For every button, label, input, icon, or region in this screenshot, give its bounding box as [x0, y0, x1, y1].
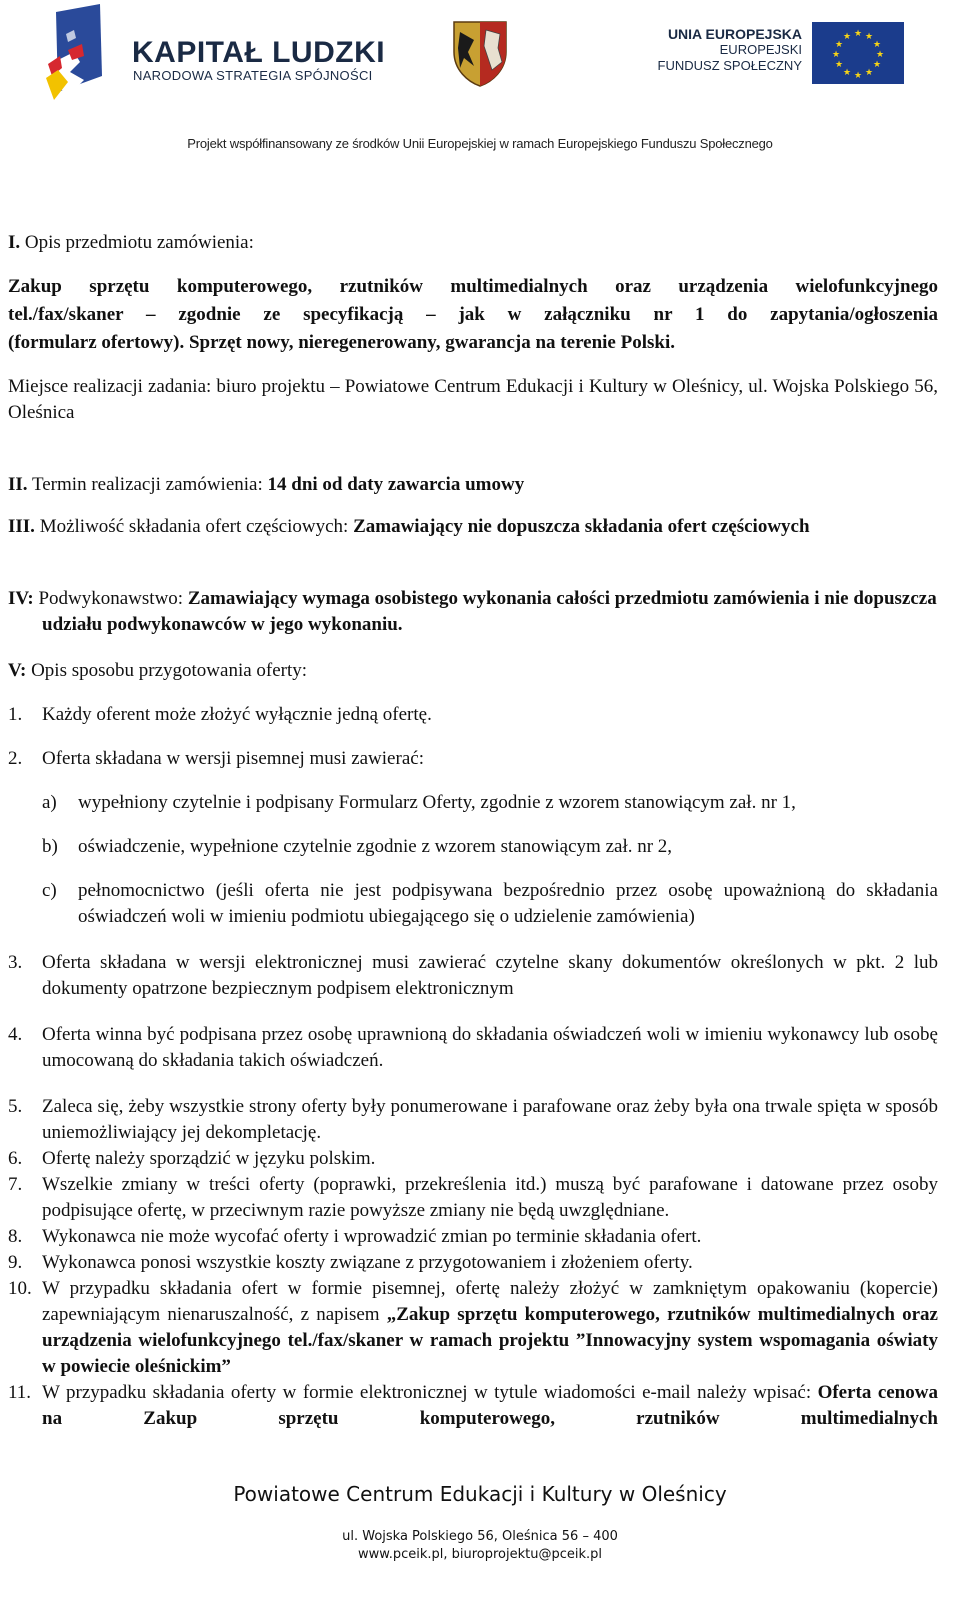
- list-item-text-plain: W przypadku składania oferty w formie elektronicznej w tytule wiadomości e-mail należy wpisać:: [42, 1382, 818, 1403]
- list-item: [8, 1224, 938, 1250]
- kapital-ludzki-subtitle: NARODOWA STRATEGIA SPÓJNOŚCI: [133, 68, 373, 83]
- section-4: [8, 586, 938, 638]
- list-item-text: Oferta winna być podpisana przez osobę uprawnioną do składania oświadczeń woli w imieniu wykonawcy lub osobę umocowaną do składania takich oświadczeń.: [42, 1024, 938, 1071]
- list-item-number: 6.: [8, 1148, 23, 1169]
- list-item-text: [42, 1276, 938, 1380]
- sub-list-text: wypełniony czytelnie i podpisany Formularz Oferty, zgodnie z wzorem stanowiącym zał. nr 1,: [78, 792, 796, 813]
- svg-text:★: ★: [853, 71, 863, 81]
- sub-list-letter: b): [42, 836, 58, 857]
- svg-text:★: ★: [834, 40, 844, 50]
- section-2: [8, 472, 938, 498]
- list-item: [8, 1276, 938, 1380]
- list-item: [8, 1172, 938, 1224]
- cofunding-note: Projekt współfinansowany ze środków Unii Europejskiej w ramach Europejskiego Funduszu Społecznego: [187, 136, 773, 151]
- footer-address-block: [0, 1528, 960, 1564]
- section-2-number: II.: [8, 474, 28, 495]
- section-5: [8, 658, 938, 684]
- section-3-value: Zamawiający nie dopuszcza składania ofert częściowych: [353, 516, 810, 537]
- section-1-line-3: (formularz ofertowy). Sprzęt nowy, nieregenerowany, gwarancja na terenie Polski.: [8, 332, 675, 353]
- list-item-text-bold-1: Oferta cenowa na: [42, 1382, 938, 1429]
- eu-text-block: [640, 26, 802, 74]
- list-item-text: Wykonawca ponosi wszystkie koszty związane z przygotowaniem i złożeniem oferty.: [42, 1252, 693, 1273]
- section-4-label: Podwykonawstwo:: [38, 588, 184, 609]
- list-item-number: 8.: [8, 1226, 23, 1247]
- list-item-text-plain: W przypadku składania ofert w formie pisemnej, ofertę należy złożyć w zamkniętym opakowaniu (kopercie) zapewniającym nienaruszalność, z napisem: [42, 1278, 938, 1325]
- section-2-label: Termin realizacji zamówienia:: [31, 474, 263, 495]
- svg-text:★: ★: [834, 60, 844, 70]
- svg-text:★: ★: [842, 32, 852, 42]
- list-item-text: Zaleca się, żeby wszystkie strony oferty były ponumerowane i parafowane oraz żeby była ona trwale spięta w sposób uniemożliwiający jej dekompletację.: [42, 1096, 938, 1143]
- eu-line-1: UNIA EUROPEJSKA: [667, 26, 802, 42]
- list-item: [8, 702, 938, 728]
- list-item-number: 2.: [8, 748, 23, 769]
- list-item-text: Ofertę należy sporządzić w języku polskim.: [42, 1148, 376, 1169]
- list-item-number: 10.: [8, 1278, 32, 1299]
- list-item-text: Wykonawca nie może wycofać oferty i wprowadzić zmian po terminie składania ofert.: [42, 1226, 702, 1247]
- list-item-number: 1.: [8, 704, 23, 725]
- section-4-number: IV:: [8, 588, 34, 609]
- list-item-number: 11.: [8, 1382, 32, 1403]
- section-5-number: V:: [8, 660, 27, 681]
- kapital-ludzki-logo-icon: [44, 4, 116, 108]
- svg-text:★: ★: [872, 60, 882, 70]
- list-item-text-quoted: „Zakup sprzętu komputerowego, rzutników multimedialnych oraz urządzenia wielofunkcyjnego tel./fax/skaner w ramach projektu ”Innowacyjny system wspomagania oświaty w powiecie oleśnickim”: [42, 1304, 938, 1377]
- county-crest-icon: [450, 18, 510, 88]
- list-item-text: [42, 1380, 938, 1432]
- list-item-text: Oferta składana w wersji elektronicznej musi zawierać czytelne skany dokumentów określonych w pkt. 2 lub dokumenty opatrzone bezpiecznym podpisem elektronicznym: [42, 952, 938, 999]
- kapital-ludzki-title: KAPITAŁ LUDZKI: [132, 36, 386, 69]
- list-item: [8, 1250, 938, 1276]
- list-item: [8, 746, 938, 772]
- list-item-text: Wszelkie zmiany w treści oferty (poprawki, przekreślenia itd.) muszą być parafowane i datowane przez osoby podpisujące ofertę, w przeciwnym razie powyższe zmiany nie będą uwzględniane.: [42, 1174, 938, 1221]
- list-item-text: Oferta składana w wersji pisemnej musi zawierać:: [42, 748, 424, 769]
- svg-text:★: ★: [875, 50, 885, 60]
- section-1-number: I.: [8, 232, 21, 253]
- footer-address: ul. Wojska Polskiego 56, Oleśnica 56 – 400: [342, 1529, 618, 1544]
- section-1-title: Opis przedmiotu zamówienia:: [24, 232, 254, 253]
- sub-list-text: pełnomocnictwo (jeśli oferta nie jest podpisywana bezpośrednio przez osobę upoważnioną do składania oświadczeń woli w imieniu podmiotu ubiegającego się o udzielenie zamówienia): [78, 880, 938, 927]
- sub-list-item: [42, 878, 938, 930]
- section-2-value: 14 dni od daty zawarcia umowy: [267, 474, 525, 495]
- sub-list-letter: c): [42, 880, 57, 901]
- section-4-value: Zamawiający wymaga osobistego wykonania całości przedmiotu zamówienia i nie dopuszcza udziału podwykonawców w jego wykonaniu.: [42, 588, 937, 635]
- list-item-text-bold-2: Zakup sprzętu komputerowego, rzutników multimedialnych: [62, 1408, 938, 1429]
- list-item: [8, 1146, 938, 1172]
- footer-contact: www.pceik.pl, biuroprojektu@pceik.pl: [357, 1547, 603, 1562]
- svg-text:★: ★: [842, 68, 852, 78]
- section-1-line-1: Zakup sprzętu komputerowego, rzutników multimedialnych oraz urządzenia wielofunkcyjnego: [8, 276, 938, 297]
- svg-text:★: ★: [864, 68, 874, 78]
- section-1-heading: [8, 230, 938, 256]
- list-item-number: 3.: [8, 952, 23, 973]
- section-1-place: Miejsce realizacji zadania: biuro projektu – Powiatowe Centrum Edukacji i Kultury w Oleśnicy, ul. Wojska Polskiego 56, Oleśnica: [8, 376, 938, 423]
- section-1-line-2: tel./fax/skaner – zgodnie ze specyfikacją – jak w załączniku nr 1 do zapytania/ogłoszenia: [8, 304, 938, 325]
- sub-list-text: oświadczenie, wypełnione czytelnie zgodnie z wzorem stanowiącym zał. nr 2,: [78, 836, 673, 857]
- section-3-number: III.: [8, 516, 35, 537]
- svg-text:★: ★: [872, 40, 882, 50]
- list-item: [8, 1022, 938, 1074]
- section-3-label: Możliwość składania ofert częściowych:: [39, 516, 349, 537]
- list-item-number: 4.: [8, 1024, 23, 1045]
- list-item-text: Każdy oferent może złożyć wyłącznie jedną ofertę.: [42, 704, 432, 725]
- section-5-label: Opis sposobu przygotowania oferty:: [31, 660, 308, 681]
- eu-flag-icon: [812, 22, 904, 84]
- list-item-number: 9.: [8, 1252, 23, 1273]
- list-item-number: 5.: [8, 1096, 23, 1117]
- sub-list-item: [42, 834, 938, 860]
- section-3: [8, 514, 938, 540]
- footer-institution-name: Powiatowe Centrum Edukacji i Kultury w Oleśnicy: [233, 1482, 727, 1506]
- svg-text:★: ★: [831, 50, 841, 60]
- sub-list-letter: a): [42, 792, 57, 813]
- list-item: [8, 1380, 938, 1432]
- eu-line-2: EUROPEJSKI: [719, 42, 802, 57]
- svg-text:★: ★: [853, 29, 863, 39]
- list-item: [8, 1094, 938, 1146]
- eu-line-3: FUNDUSZ SPOŁECZNY: [657, 58, 802, 73]
- svg-text:★: ★: [864, 32, 874, 42]
- list-item-number: 7.: [8, 1174, 23, 1195]
- list-item: [8, 950, 938, 1002]
- sub-list-item: [42, 790, 938, 816]
